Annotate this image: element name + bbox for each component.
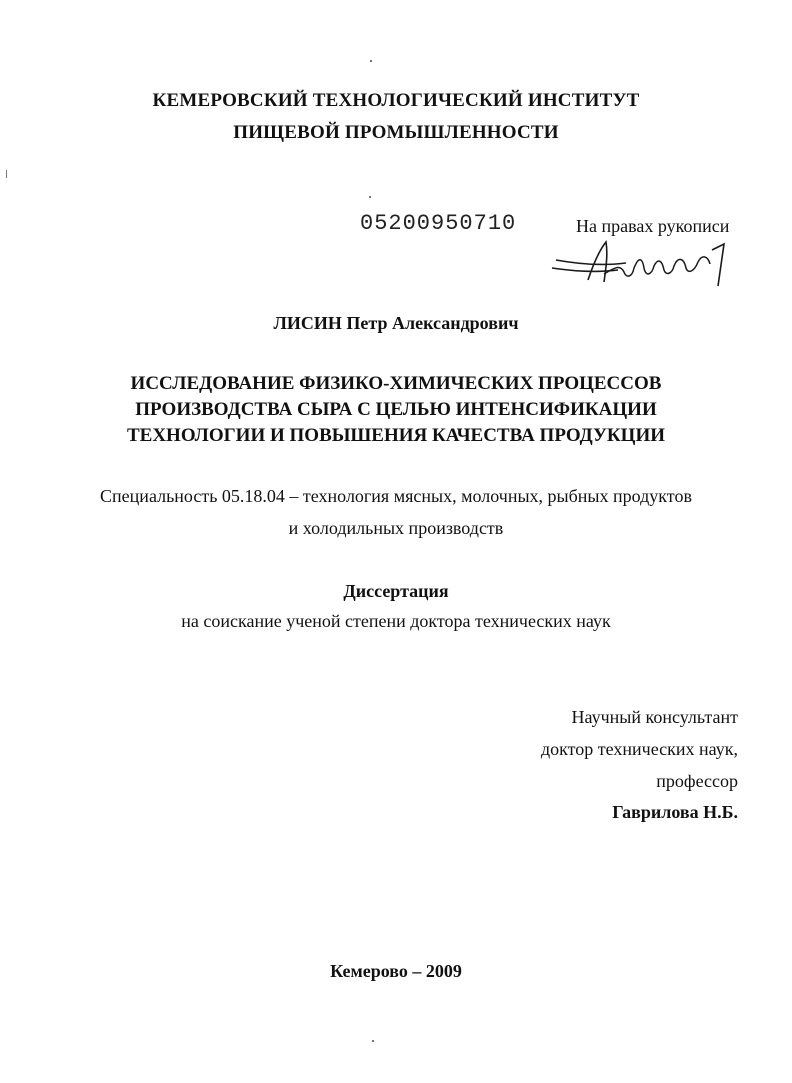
advisor-name: Гаврилова Н.Б. [612, 802, 738, 822]
advisor-degree: доктор технических наук, [541, 739, 738, 759]
manuscript-note: На правах рукописи [576, 216, 730, 236]
advisor-title: профессор [656, 771, 738, 791]
scan-speck [370, 60, 372, 62]
document-type: Диссертация [343, 581, 449, 601]
scan-speck [6, 170, 7, 178]
specialty-line-2: и холодильных производств [288, 518, 504, 538]
author-name: ЛИСИН Петр Александрович [273, 313, 519, 333]
institute-name-line-1: КЕМЕРОВСКИЙ ТЕХНОЛОГИЧЕСКИЙ ИНСТИТУТ [152, 90, 640, 111]
scan-speck [369, 196, 371, 198]
degree-sought: на соискание ученой степени доктора технических наук [181, 611, 611, 631]
city-year: Кемерово – 2009 [330, 961, 462, 981]
thesis-title-line-3: ТЕХНОЛОГИИ И ПОВЫШЕНИЯ КАЧЕСТВА ПРОДУКЦИИ [126, 425, 666, 446]
thesis-title-line-1: ИССЛЕДОВАНИЕ ФИЗИКО-ХИМИЧЕСКИХ ПРОЦЕССОВ [130, 373, 662, 394]
institute-name-line-2: ПИЩЕВОЙ ПРОМЫШЛЕННОСТИ [233, 122, 559, 143]
registry-number: 05200950710 [360, 211, 517, 236]
author-signature [548, 238, 733, 290]
scan-speck [372, 1040, 374, 1042]
specialty-line-1: Специальность 05.18.04 – технология мясных, молочных, рыбных продуктов [100, 486, 692, 506]
advisor-role: Научный консультант [571, 707, 738, 727]
thesis-title-line-2: ПРОИЗВОДСТВА СЫРА С ЦЕЛЬЮ ИНТЕНСИФИКАЦИИ [135, 399, 657, 420]
